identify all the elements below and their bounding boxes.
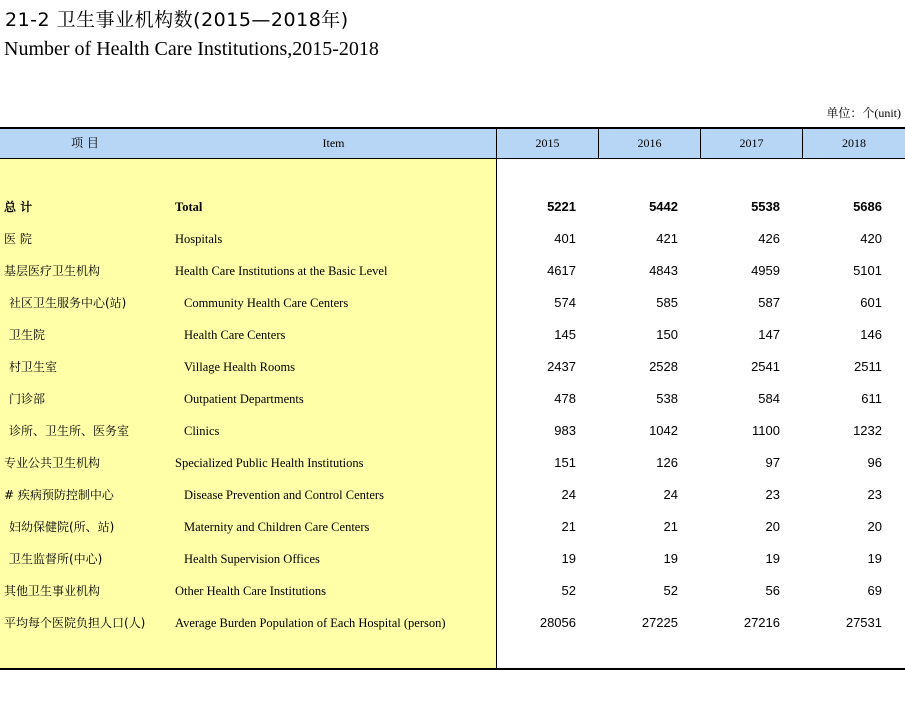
row-label-en: Clinics [184,424,220,438]
value-2015: 574 [554,295,576,310]
header-item-en: Item [322,136,345,150]
value-2017: 584 [758,391,780,406]
row-label-en: Other Health Care Institutions [175,584,327,598]
value-2016: 538 [656,391,678,406]
value-2017: 426 [758,231,780,246]
value-2016: 19 [663,551,678,566]
value-2017: 1100 [752,423,780,438]
value-2018: 69 [867,583,882,598]
row-label-en: Specialized Public Health Institutions [175,456,364,470]
row-label-en: Health Supervision Offices [184,552,320,566]
value-2016: 24 [663,487,678,502]
value-2015: 19 [561,551,576,566]
value-2016: 1042 [649,423,678,438]
value-2015: 28056 [539,615,576,630]
table-row [0,543,905,575]
value-2016: 5442 [649,199,678,214]
value-2018: 20 [867,519,882,534]
header-item-zh: 项 目 [71,136,99,150]
table-row [0,351,905,383]
row-label-en: Community Health Care Centers [184,296,349,310]
value-2017: 20 [765,519,780,534]
value-2015: 5221 [547,199,576,214]
row-label-en: Hospitals [175,232,223,246]
value-2018: 611 [861,391,882,406]
row-label-zh: 门诊部 [9,392,46,406]
value-2016: 21 [663,519,678,534]
value-2015: 21 [561,519,576,534]
table-row [0,255,905,287]
header-year-2015: 2015 [496,129,598,158]
row-label-zh: 医 院 [4,232,32,246]
row-label-zh: 诊所、卫生所、医务室 [9,424,130,438]
row-label-zh: 卫生院 [9,328,46,342]
value-2016: 4843 [649,263,678,278]
value-2017: 587 [758,295,780,310]
value-2017: 147 [758,327,780,342]
row-label-zh: 妇幼保健院(所、站) [9,520,115,534]
value-2018: 2511 [854,359,882,374]
row-label-en: Average Burden Population of Each Hospital (person) [175,616,446,630]
table-row [0,607,905,639]
table-row [0,415,905,447]
value-2015: 4617 [547,263,576,278]
page-title-en: Number of Health Care Institutions,2015-2018 [4,38,379,60]
value-2016: 52 [663,583,678,598]
value-2018: 19 [867,551,882,566]
value-2017: 27216 [743,615,780,630]
table-row [0,479,905,511]
table-row [0,511,905,543]
header-year-2017: 2017 [700,129,802,158]
row-label-zh: 总 计 [4,200,33,214]
value-2016: 126 [656,455,678,470]
value-2017: 19 [765,551,780,566]
row-label-en: Total [175,200,203,214]
value-2018: 601 [860,295,882,310]
value-2016: 150 [656,327,678,342]
value-2016: 2528 [649,359,678,374]
value-2017: 2541 [751,359,780,374]
row-label-en: Health Care Centers [184,328,286,342]
table-row [0,319,905,351]
row-label-zh: 其他卫生事业机构 [4,584,101,598]
value-2017: 4959 [751,263,780,278]
unit-label: 单位：个(unit) [826,106,901,120]
header-year-2018: 2018 [802,129,905,158]
value-2015: 478 [554,391,576,406]
row-label-zh: 村卫生室 [9,360,58,374]
value-2018: 5101 [853,263,882,278]
row-label-en: Disease Prevention and Control Centers [184,488,384,502]
value-2017: 5538 [751,199,780,214]
value-2018: 1232 [853,423,882,438]
value-2016: 421 [656,231,678,246]
value-2018: 27531 [845,615,882,630]
value-2015: 52 [561,583,576,598]
row-label-zh: 平均每个医院负担人口(人) [4,616,146,630]
row-label-zh: 专业公共卫生机构 [4,456,101,470]
value-2016: 585 [656,295,678,310]
value-2017: 56 [765,583,780,598]
value-2018: 146 [860,327,882,342]
value-2015: 983 [554,423,576,438]
value-2018: 420 [860,231,882,246]
row-label-zh: 基层医疗卫生机构 [4,264,101,278]
value-2015: 24 [561,487,576,502]
table-row [0,383,905,415]
value-2018: 96 [867,455,882,470]
value-2015: 145 [554,327,576,342]
row-label-zh: 社区卫生服务中心(站) [9,296,127,310]
value-2016: 27225 [641,615,678,630]
row-label-zh: 卫生监督所(中心) [9,552,103,566]
table-header [0,129,905,159]
table-row [0,223,905,255]
data-table [0,127,905,670]
row-label-en: Health Care Institutions at the Basic Level [175,264,388,278]
row-label-en: Maternity and Children Care Centers [184,520,370,534]
value-2017: 23 [765,487,780,502]
table-row [0,287,905,319]
table-row [0,447,905,479]
row-label-zh: # 疾病预防控制中心 [4,488,114,502]
row-label-en: Outpatient Departments [184,392,304,406]
value-2018: 5686 [853,199,882,214]
page-title-zh: 21-2 卫生事业机构数(2015—2018年) [5,9,349,31]
table-row [0,575,905,607]
row-label-en: Village Health Rooms [184,360,296,374]
header-year-2016: 2016 [598,129,700,158]
value-2015: 151 [554,455,576,470]
value-2015: 401 [554,231,576,246]
value-2015: 2437 [547,359,576,374]
table-row [0,191,905,223]
value-2017: 97 [765,455,780,470]
value-2018: 23 [867,487,882,502]
